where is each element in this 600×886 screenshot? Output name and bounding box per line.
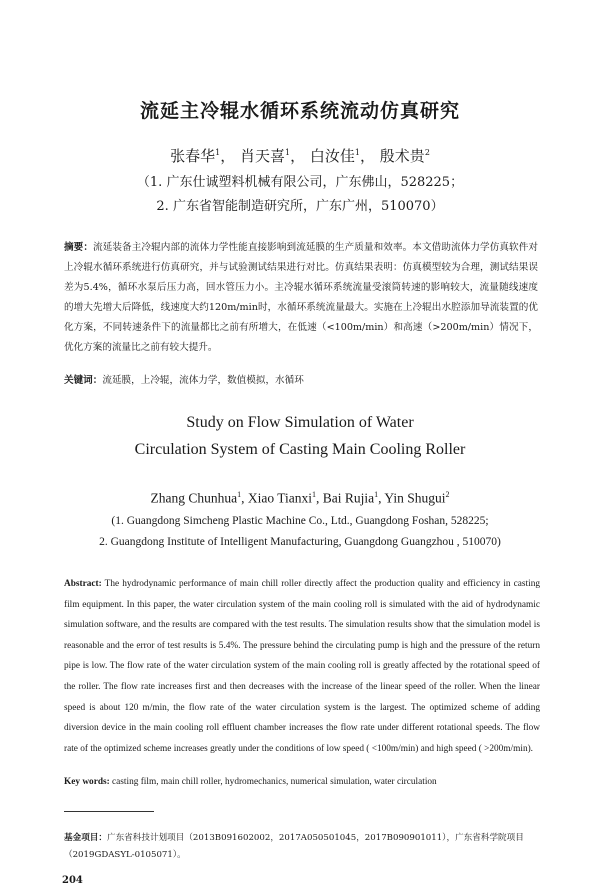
author-name: Bai Rujia	[322, 490, 375, 506]
english-title-line-2: Circulation System of Casting Main Cooling Roller	[134, 441, 466, 458]
author-affiliation-mark: 2	[424, 148, 430, 157]
author-name: Yin Shugui	[384, 490, 446, 506]
english-keywords-label: Key words:	[64, 777, 110, 787]
english-keywords	[64, 777, 540, 787]
chinese-keywords-label: 关键词：	[64, 375, 103, 386]
author-name: 白汝佳	[309, 147, 355, 165]
author-affiliation-mark: 1	[354, 148, 360, 157]
author-affiliation-mark: 1	[312, 490, 316, 499]
english-abstract-text: The hydrodynamic performance of main chill roller directly affect the production quality and efficiency in casting film equipment. In this paper, the water circulation system of the main cooling roll is simulated with the aid of hydrodynamic simulation software, and the results are compared with the test results. The simulation results show that the simulation model is reasonable and the error of test results is 5.4%. The pressure behind the circulating pump is high and the pressure of the return pipe is low. The flow rate of the water circulation system of the main cooling roll is greatly affected by the rotational speed of the roller. The flow rate increases first and then decreases with the increase of the linear speed of the roller. When the linear speed is about 120 m/min, the flow rate of the water circulation system is the largest. The optimized scheme of adding diversion device in the main cooling roll effluent chamber increases the flow rate under different rotational speeds. The flow rate of the optimized scheme increases greatly under the conditions of low speed ( <100m/min) and high speed ( >200m/min).	[64, 579, 540, 754]
author-name: 张春华	[170, 147, 216, 165]
funding-footnote	[64, 830, 540, 864]
english-authors	[0, 490, 600, 507]
author-affiliation-mark: 1	[215, 148, 221, 157]
english-title-line-1: Study on Flow Simulation of Water	[186, 414, 414, 431]
chinese-abstract-text: 流延装备主冷辊内部的流体力学性能直接影响到流延膜的生产质量和效率。本文借助流体力学仿真软件对上冷辊水循环系统进行仿真研究，并与试验测试结果进行对比。仿真结果表明：仿真模型较为合理，测试结果误差为5.4%，循环水泵后压力高，回水管压力小。主冷辊水循环系统流量受滚筒转速的影响较大，流量随线速度的增大先增大后降低，线速度大约120m/min时，水循环系统流量最大。实施在上冷辊出水腔添加导流装置的优化方案，不同转速条件下的流量都比之前有所增大，在低速（<100m/min）和高速（>200m/min）情况下，优化方案的流量比之前有较大提升。	[64, 242, 539, 353]
chinese-title: 流延主冷辊水循环系统流动仿真研究	[139, 100, 460, 122]
page-number: 204	[62, 875, 83, 886]
author-separator: ，	[290, 147, 306, 165]
author-name: Zhang Chunhua	[150, 490, 238, 506]
chinese-abstract	[64, 238, 538, 358]
author-separator: ,	[241, 490, 248, 506]
chinese-keywords	[64, 372, 538, 386]
author-separator: ,	[316, 490, 323, 506]
english-keywords-text: casting film, main chill roller, hydromechanics, numerical simulation, water circulation	[112, 777, 437, 787]
english-abstract	[64, 574, 540, 759]
author-affiliation-mark: 1	[285, 148, 291, 157]
english-affiliation-2: 2. Guangdong Institute of Intelligent Manufacturing, Guangdong Guangzhou , 510070)	[99, 536, 501, 548]
author-separator: ，	[220, 147, 236, 165]
author-separator: ，	[360, 147, 376, 165]
author-name: Xiao Tianxi	[247, 490, 312, 506]
english-affiliation-1: (1. Guangdong Simcheng Plastic Machine Co., Ltd., Guangdong Foshan, 528225;	[111, 515, 489, 527]
chinese-affiliation-1: （1. 广东仕诚塑料机械有限公司，广东佛山，528225；	[136, 175, 464, 190]
author-affiliation-mark: 2	[445, 490, 450, 499]
chinese-affiliation-2: 2. 广东省智能制造研究所，广东广州，510070）	[156, 199, 444, 214]
author-name: 殷术贵	[379, 147, 425, 165]
author-affiliation-mark: 1	[374, 490, 379, 499]
funding-label: 基金项目：	[64, 833, 107, 843]
author-name: 肖天喜	[239, 147, 285, 165]
english-abstract-label: Abstract:	[64, 579, 102, 589]
chinese-authors	[0, 145, 600, 166]
funding-text: 广东省科技计划项目（2013B091602002，2017A050501045，2017B090901011），广东省科学院项目（2019GDASYL-0105071）。	[64, 833, 524, 860]
footnote-divider	[64, 811, 154, 812]
chinese-keywords-text: 流延膜，上冷辊，流体力学，数值模拟，水循环	[102, 375, 304, 386]
author-affiliation-mark: 1	[237, 490, 242, 499]
chinese-abstract-label: 摘要：	[64, 242, 94, 253]
author-separator: ,	[378, 490, 385, 506]
